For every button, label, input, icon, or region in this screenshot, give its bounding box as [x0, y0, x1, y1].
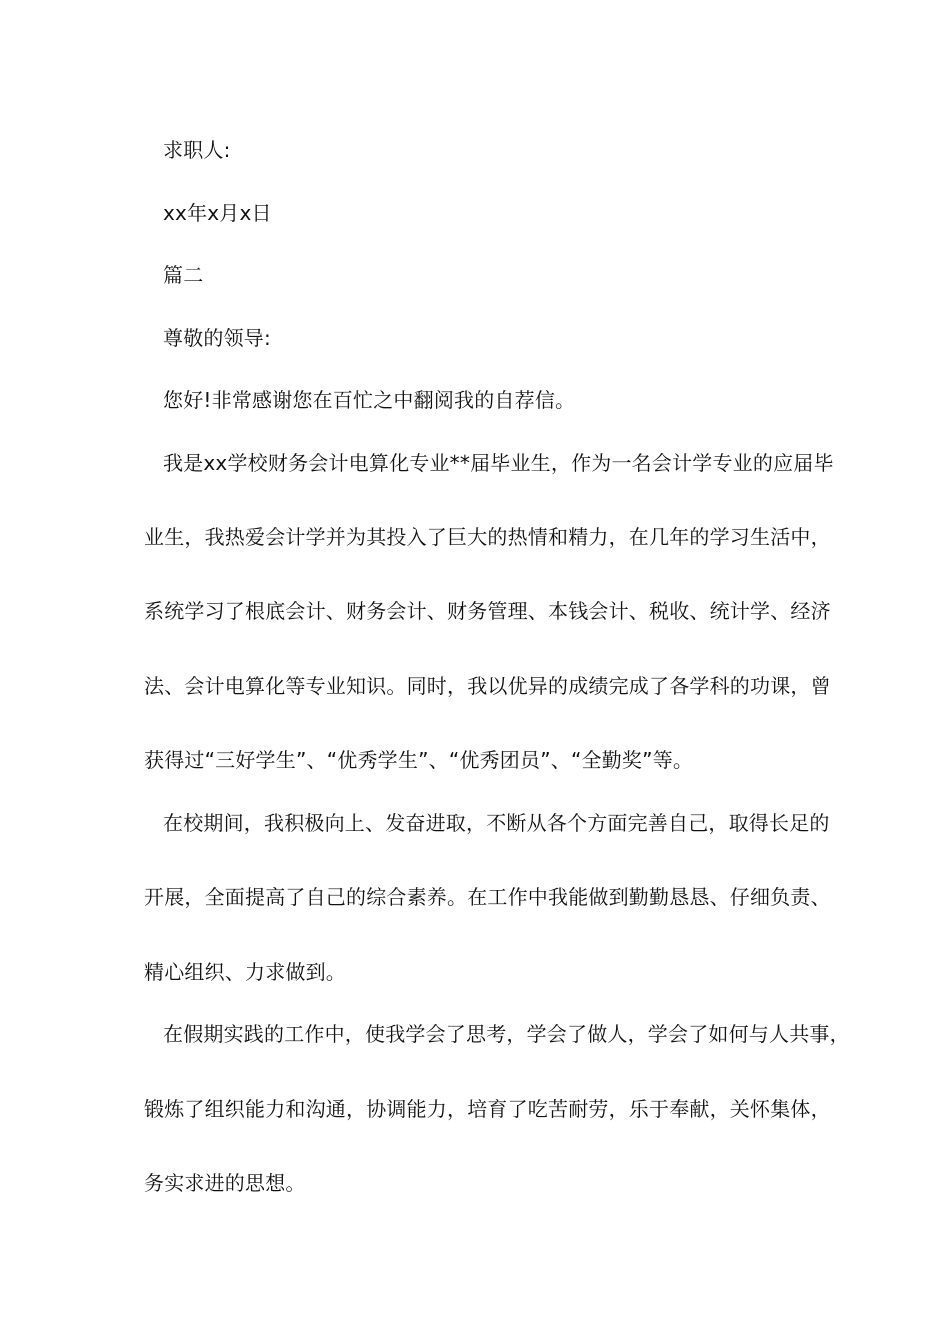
paragraph-2-line-2: 开展，全面提高了自己的综合素养。在工作中我能做到勤勤恳恳、仔细负责、 — [144, 885, 831, 909]
paragraph-3-line-3: 务实求进的思想。 — [144, 1171, 306, 1195]
paragraph-3-line-2: 锻炼了组织能力和沟通，协调能力，培育了吃苦耐劳，乐于奉献，关怀集体， — [144, 1097, 831, 1121]
greeting-line: 您好!非常感谢您在百忙之中翻阅我的自荐信。 — [163, 388, 576, 412]
signature-label: 求职人: — [163, 138, 231, 162]
date-line: xx年x月x日 — [163, 201, 272, 225]
paragraph-1-line-3: 系统学习了根底会计、财务会计、财务管理、本钱会计、税收、统计学、经济 — [144, 599, 831, 623]
salutation: 尊敬的领导: — [163, 326, 271, 350]
paragraph-2-line-1: 在校期间，我积极向上、发奋进取，不断从各个方面完善自己，取得长足的 — [163, 811, 830, 835]
section-heading: 篇二 — [163, 263, 204, 287]
paragraph-1-line-5: 获得过“三好学生”、“优秀学生”、“优秀团员”、“全勤奖”等。 — [144, 748, 694, 772]
paragraph-2-line-3: 精心组织、力求做到。 — [144, 960, 346, 984]
paragraph-1-line-2: 业生，我热爱会计学并为其投入了巨大的热情和精力，在几年的学习生活中， — [144, 525, 831, 549]
paragraph-1-line-1: 我是xx学校财务会计电算化专业**届毕业生，作为一名会计学专业的应届毕 — [163, 451, 834, 475]
paragraph-1-line-4: 法、会计电算化等专业知识。同时，我以优异的成绩完成了各学科的功课，曾 — [144, 674, 831, 698]
paragraph-3-line-1: 在假期实践的工作中，使我学会了思考，学会了做人，学会了如何与人共事， — [163, 1022, 850, 1046]
